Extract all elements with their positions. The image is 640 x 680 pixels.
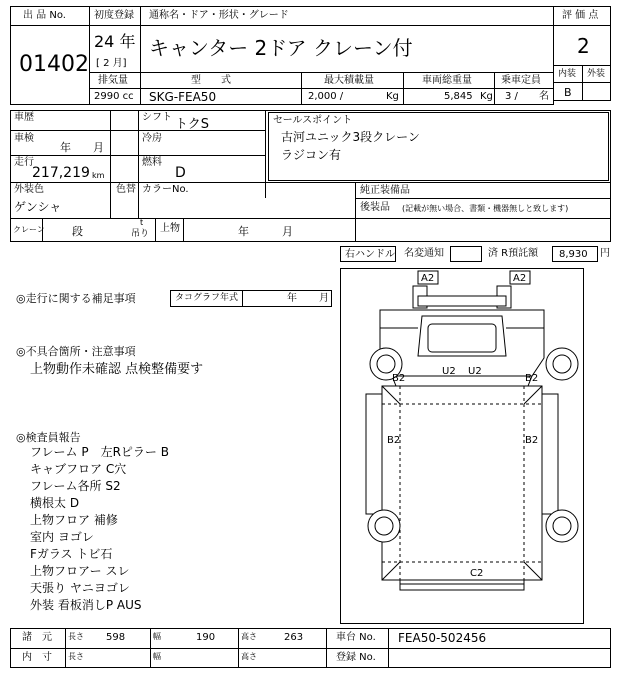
chassis-value: FEA50-502456 xyxy=(398,631,487,645)
tachograph-year: 年 xyxy=(287,293,297,304)
damage-mark-b2-mid-right: B2 xyxy=(525,435,539,446)
interior-label-cell xyxy=(553,65,583,83)
crane-lift-label: 吊り xyxy=(131,229,150,239)
shift-value: トクS xyxy=(175,117,209,132)
damage-mark-u2-left: U2 xyxy=(442,366,456,377)
chassis-label: 車台 No. xyxy=(336,632,376,643)
ext-color-label: 外装色 xyxy=(14,184,44,195)
inspector-line: フレーム各所 S2 xyxy=(30,479,121,493)
gross-weight-value: 5,845 xyxy=(444,91,473,102)
max-load-value: 2,000 / xyxy=(308,91,344,102)
inspector-label: ◎検査員報告 xyxy=(16,431,81,444)
gross-weight-unit: Kg xyxy=(480,91,493,102)
width-label: 幅 xyxy=(153,632,161,641)
mileage-unit: km xyxy=(92,171,105,180)
sales-point-1: 古河ユニック3段クレーン xyxy=(281,130,420,144)
dimensions-label: 諸 元 xyxy=(22,632,52,643)
inspector-list xyxy=(30,446,169,616)
capacity-label-cell xyxy=(494,72,554,89)
model-name: キャンター 2ドア クレーン付 xyxy=(149,36,413,60)
length-value: 598 xyxy=(106,632,126,643)
max-load-label: 最大積載量 xyxy=(324,75,374,86)
history-label: 車歴 xyxy=(14,112,34,123)
inspector-line: 横根太 D xyxy=(30,496,80,510)
type-label: 型 式 xyxy=(191,75,231,86)
gross-weight-label: 車両総重量 xyxy=(422,75,472,86)
steering-value: 右ハンドル xyxy=(345,249,395,260)
defects-label: ◎不具合箇所・注意事項 xyxy=(16,345,136,358)
lot-label-cell xyxy=(10,6,90,26)
type-label-cell xyxy=(140,72,302,89)
odometer-change-box xyxy=(450,246,482,262)
grade-value: 2 xyxy=(577,34,590,58)
interior-value: B xyxy=(564,86,572,99)
interior-value-cell xyxy=(553,82,583,101)
displacement-label: 排気量 xyxy=(98,75,128,86)
width-value: 190 xyxy=(196,632,216,643)
first-reg-label: 初度登録 xyxy=(94,10,134,21)
in-width-label: 幅 xyxy=(153,652,161,661)
gross-weight-label-cell xyxy=(403,72,495,89)
grade-label: 評 価 点 xyxy=(562,10,599,21)
ac-label: 冷房 xyxy=(142,133,162,144)
sales-points-box xyxy=(268,112,609,181)
damage-mark-b2-mid-left: B2 xyxy=(387,435,401,446)
grade-value-cell xyxy=(553,25,611,66)
type-value: SKG-FEA50 xyxy=(149,90,217,104)
max-load-unit: Kg xyxy=(386,91,399,102)
aftermarket-label: 後装品 xyxy=(360,202,390,213)
damage-mark-b2-front-right: B2 xyxy=(525,373,539,384)
upper-year: 年 xyxy=(238,225,249,238)
in-length-label: 長さ xyxy=(68,652,84,661)
rear-bumper-shape xyxy=(400,580,524,590)
fuel-label: 燃料 xyxy=(142,157,162,168)
inspection-month: 月 xyxy=(93,141,104,154)
first-reg-label-cell xyxy=(89,6,141,26)
driving-label: ◎走行に関する補足事項 xyxy=(16,292,136,305)
interior-dimensions-label: 内 寸 xyxy=(22,652,52,663)
color-swap-label: 色替 xyxy=(116,184,136,195)
damage-mark-a2-right: A2 xyxy=(513,273,527,284)
capacity-label: 乗車定員 xyxy=(501,75,541,86)
interior-label: 内装 xyxy=(558,69,577,79)
tachograph-label: タコグラフ年式 xyxy=(175,293,239,303)
inspector-line: 上物フロア 補修 xyxy=(30,513,118,527)
sales-points-label: セールスポイント xyxy=(273,115,353,126)
deposit-unit: 円 xyxy=(600,248,610,259)
tachograph-month: 月 xyxy=(319,293,329,304)
max-load-value-cell xyxy=(301,88,404,105)
deposit-amount: 8,930 xyxy=(559,249,588,260)
front-bumper-shape xyxy=(418,296,506,306)
capacity-value: 3 / xyxy=(505,91,518,102)
shift-label: シフト xyxy=(142,112,172,123)
aftermarket-note: (記載が無い場合、書類・機器無しと致します) xyxy=(402,204,569,213)
damage-mark-c2: C2 xyxy=(470,568,484,579)
height-label: 高さ xyxy=(241,632,257,641)
height-value: 263 xyxy=(284,632,304,643)
model-header: 通称名・ドア・形状・グレード xyxy=(149,10,289,21)
inspector-line: Fガラス トビ石 xyxy=(30,547,113,561)
tachograph-box xyxy=(170,290,332,307)
first-reg-month: [ 2 月] xyxy=(96,58,127,69)
upper-month: 月 xyxy=(282,225,293,238)
crane-label: クレーン xyxy=(13,225,45,234)
lot-label: 出 品 No. xyxy=(23,10,66,21)
mileage-label: 走行 xyxy=(14,157,34,168)
max-load-label-cell xyxy=(301,72,404,89)
sales-point-2: ラジコン有 xyxy=(281,148,342,162)
lot-number: 01402 xyxy=(19,52,89,77)
gross-weight-value-cell xyxy=(403,88,495,105)
capacity-unit: 名 xyxy=(539,91,549,102)
lot-number-cell xyxy=(10,25,90,105)
type-value-cell xyxy=(140,88,302,105)
displacement-label-cell xyxy=(89,72,141,89)
deposit-box xyxy=(552,246,598,262)
defects-text: 上物動作未確認 点検整備要す xyxy=(30,362,204,377)
inspection-label: 車検 xyxy=(14,133,34,144)
in-height-label: 高さ xyxy=(241,652,257,661)
grade-label-cell xyxy=(553,6,611,26)
displacement-value-cell xyxy=(89,88,141,105)
cargo-bed-outline xyxy=(382,386,542,580)
fuel-value: D xyxy=(175,165,186,181)
first-reg-value-cell xyxy=(89,25,141,73)
registration-label: 登録 No. xyxy=(336,652,376,663)
damage-mark-b2-front-left: B2 xyxy=(392,373,406,384)
inspector-line: 外装 看板消しP AUS xyxy=(30,598,142,612)
capacity-value-cell xyxy=(494,88,554,105)
damage-mark-a2-left: A2 xyxy=(421,273,435,284)
mileage-value: 217,219 xyxy=(32,165,90,181)
inspector-line: 室内 ヨゴレ xyxy=(30,530,94,544)
length-label: 長さ xyxy=(68,632,84,641)
crane-stage-unit: 段 xyxy=(72,225,83,238)
steering-box xyxy=(340,246,396,262)
inspection-year: 年 xyxy=(60,141,71,154)
truck-damage-diagram xyxy=(340,268,584,624)
upper-equipment-label: 上物 xyxy=(160,223,180,234)
odometer-change-label: 名変通知 xyxy=(404,248,444,259)
inspector-line: 天張り ヤニヨゴレ xyxy=(30,581,130,595)
first-reg-year: 24 年 xyxy=(94,32,136,51)
exterior-label-cell xyxy=(582,65,611,83)
exterior-value-cell xyxy=(582,82,611,101)
ext-color-value: ゲンシャ xyxy=(14,200,62,214)
displacement-value: 2990 cc xyxy=(94,91,134,102)
crane-ton-unit: t xyxy=(140,218,144,227)
roof-panel xyxy=(428,324,496,352)
genuine-equipment-label: 純正装備品 xyxy=(360,185,410,196)
model-name-cell xyxy=(140,25,554,73)
model-header-cell xyxy=(140,6,554,26)
inspector-line: 上物フロアー スレ xyxy=(30,564,130,578)
inspector-line: キャブフロア C穴 xyxy=(30,462,127,476)
doc-label: 済 R預託額 xyxy=(488,248,539,259)
color-no-label: カラーNo. xyxy=(142,184,189,195)
exterior-label: 外装 xyxy=(587,69,606,79)
damage-mark-u2-right: U2 xyxy=(468,366,482,377)
inspector-line: フレーム P 左Rピラー B xyxy=(30,445,169,459)
